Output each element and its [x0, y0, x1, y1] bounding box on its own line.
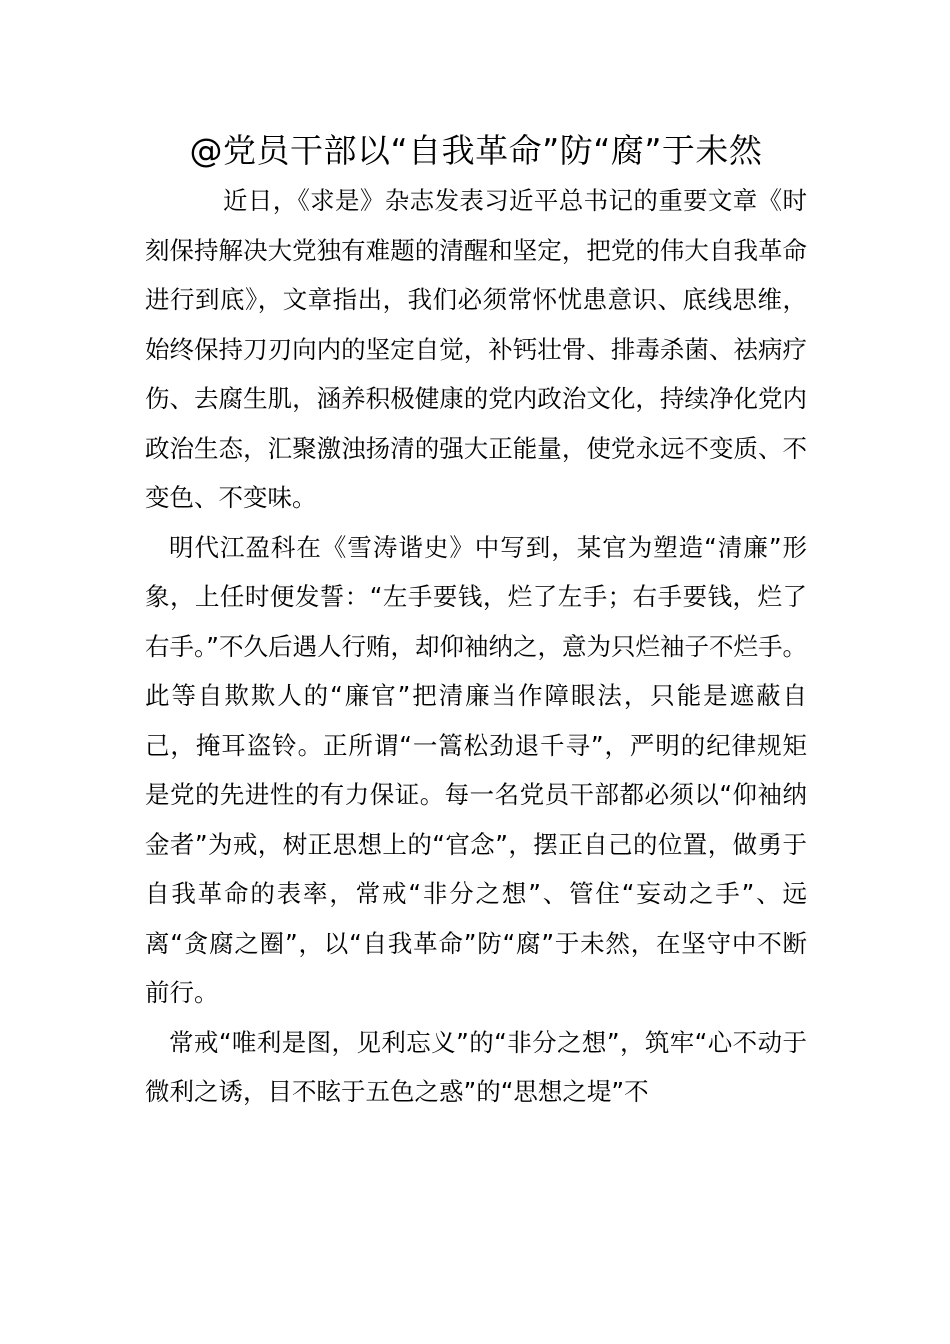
- document-title: @党员干部以“自我革命”防“腐”于未然: [189, 131, 763, 170]
- paragraph-2: 明代江盈科在《雪涛谐史》中写到，某官为塑造“清廉”形象，上任时便发誓：“左手要钱，烂了左手；右手要钱，烂了右手。”不久后遇人行贿，却仰袖纳之，意为只烂袖子不烂手。此等自欺欺人的“廉官”把清廉当作障眼法，只能是遮蔽自己，掩耳盗铃。正所谓“一篙松劲退千寻”，严明的纪律规矩是党的先进性的有力保证。每一名党员干部都必须以“仰袖纳金者”为戒，树正思想上的“官念”，摆正自己的位置，做勇于自我革命的表率，常戒“非分之想”、管住“妄动之手”、远离“贪腐之圈”，以“自我革命”防“腐”于未然，在坚守中不断前行。: [145, 532, 807, 1007]
- paragraph-3: 常戒“唯利是图，见利忘义”的“非分之想”，筑牢“心不动于微利之诱，目不眩于五色之惑”的“思想之堤”不: [145, 1027, 807, 1106]
- paragraph-1: 近日，《求是》杂志发表习近平总书记的重要文章《时刻保持解决大党独有难题的清醒和坚定，把党的伟大自我革命进行到底》，文章指出，我们必须常怀忧患意识、底线思维，始终保持刀刃向内的坚定自觉，补钙壮骨、排毒杀菌、祛病疗伤、去腐生肌，涵养积极健康的党内政治文化，持续净化党内政治生态，汇聚激浊扬清的强大正能量，使党永远不变质、不变色、不变味。: [145, 186, 807, 512]
- document-page: [145, 128, 807, 1117]
